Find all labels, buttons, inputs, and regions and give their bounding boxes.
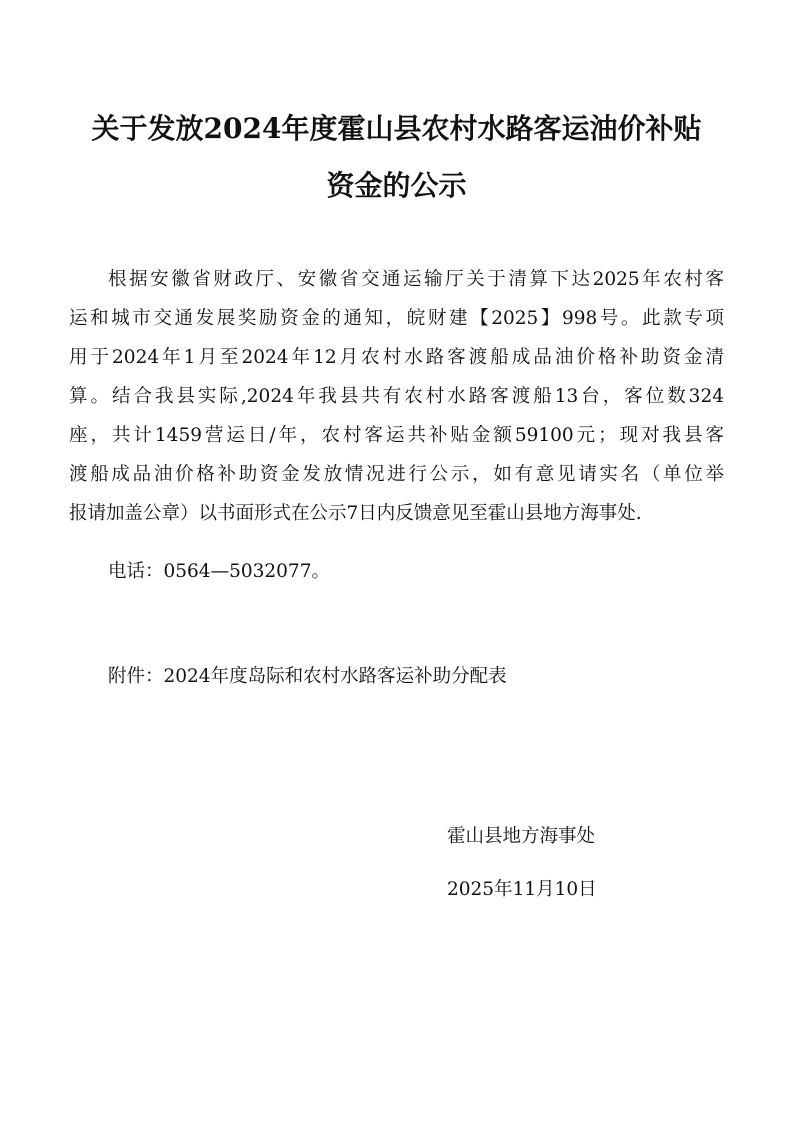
body-line-3: 用于2024年1月至2024年12月农村水路客渡船成品油价格补助资金清: [69, 347, 724, 368]
body-line-4: 算。结合我县实际,2024年我县共有农村水路客渡船13台，客位数324: [69, 386, 724, 407]
body-line-7: 报请加盖公章）以书面形式在公示7日内反馈意见至霍山县地方海事处.: [69, 503, 642, 524]
signature-date: 2025年11月10日: [447, 879, 597, 900]
phone-line: 电话：0564—5032077。: [108, 561, 330, 582]
signature-organization: 霍山县地方海事处: [447, 826, 596, 847]
body-line-2: 运和城市交通发展奖励资金的通知，皖财建【2025】998号。此款专项: [69, 308, 724, 329]
body-line-5: 座，共计1459营运日/年，农村客运共补贴金额59100元；现对我县客: [69, 425, 724, 446]
document-title-line-2: 资金的公示: [326, 169, 467, 202]
body-line-1: 根据安徽省财政厅、安徽省交通运输厅关于清算下达2025年农村客: [108, 269, 724, 290]
document-title-line-1: 关于发放2024年度霍山县农村水路客运油价补贴: [91, 112, 702, 145]
attachment-line: 附件：2024年度岛际和农村水路客运补助分配表: [108, 666, 507, 687]
body-line-6: 渡船成品油价格补助资金发放情况进行公示，如有意见请实名（单位举: [69, 464, 724, 485]
